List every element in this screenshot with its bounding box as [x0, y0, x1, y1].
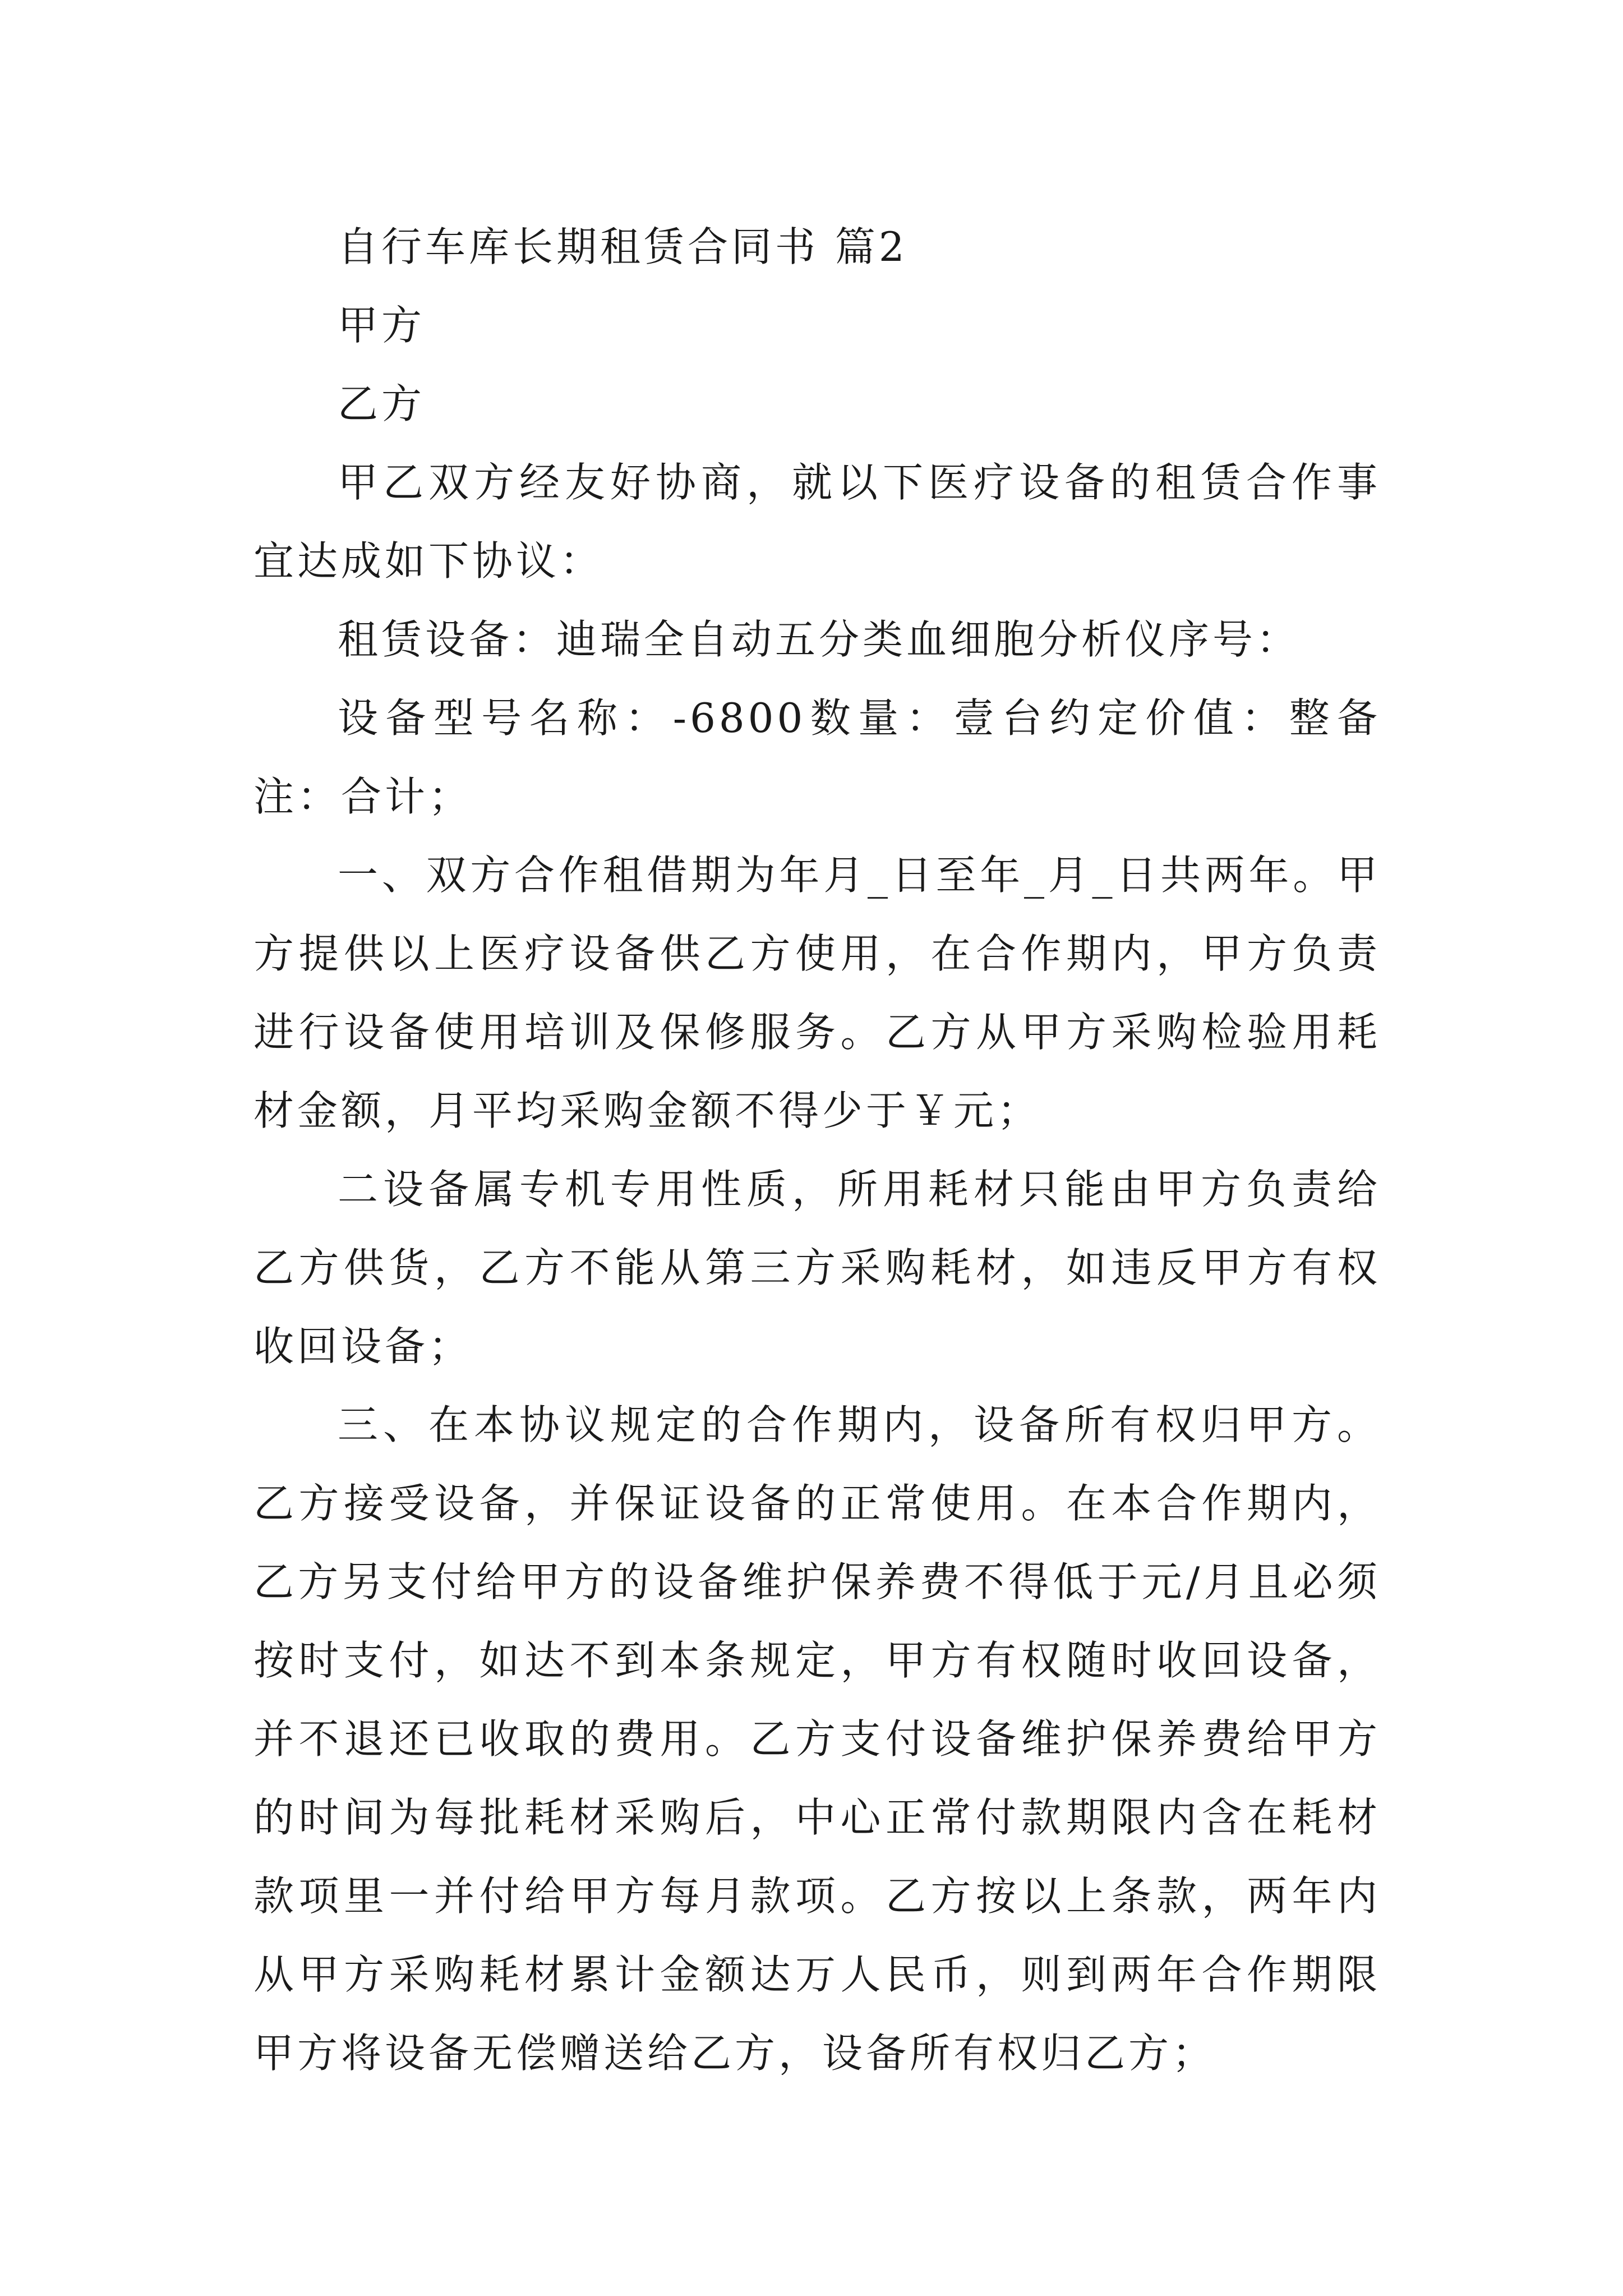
- clause-3: 三、在本协议规定的合作期内，设备所有权归甲方。乙方接受设备，并保证设备的正常使用。在本合作期内，乙方另支付给甲方的设备维护保养费不得低于元/月且必须按时支付，如达不到本条规定，甲方有权随时收回设备，并不退还已收取的费用。乙方支付设备维护保养费给甲方的时间为每批耗材采购后，中心正常付款期限内含在耗材款项里一并付给甲方每月款项。乙方按以上条款，两年内从甲方采购耗材累计金额达万人民币，则到两年合作期限甲方将设备无偿赠送给乙方，设备所有权归乙方；: [253, 1401, 1381, 2077]
- document-body: [253, 208, 1381, 2092]
- leased-equipment: 租赁设备：迪瑞全自动五分类血细胞分析仪序号：: [338, 616, 1301, 663]
- equipment-model: 设备型号名称：-6800数量：壹台约定价值：整备注：合计；: [253, 694, 1381, 820]
- party-b-label: 乙方: [338, 380, 426, 427]
- document-title: 自行车库长期租赁合同书 篇2: [338, 223, 908, 270]
- clause-1: 一、双方合作租借期为年月_日至年_月_日共两年。甲方提供以上医疗设备供乙方使用，在合作期内，甲方负责进行设备使用培训及保修服务。乙方从甲方采购检验用耗材金额，月平均采购金额不得少于￥元；: [253, 852, 1381, 1134]
- agreement-intro: 甲乙双方经友好协商，就以下医疗设备的租赁合作事宜达成如下协议：: [253, 459, 1381, 585]
- party-a-label: 甲方: [338, 302, 426, 349]
- clause-2: 二设备属专机专用性质，所用耗材只能由甲方负责给乙方供货，乙方不能从第三方采购耗材，如违反甲方有权收回设备；: [253, 1166, 1381, 1370]
